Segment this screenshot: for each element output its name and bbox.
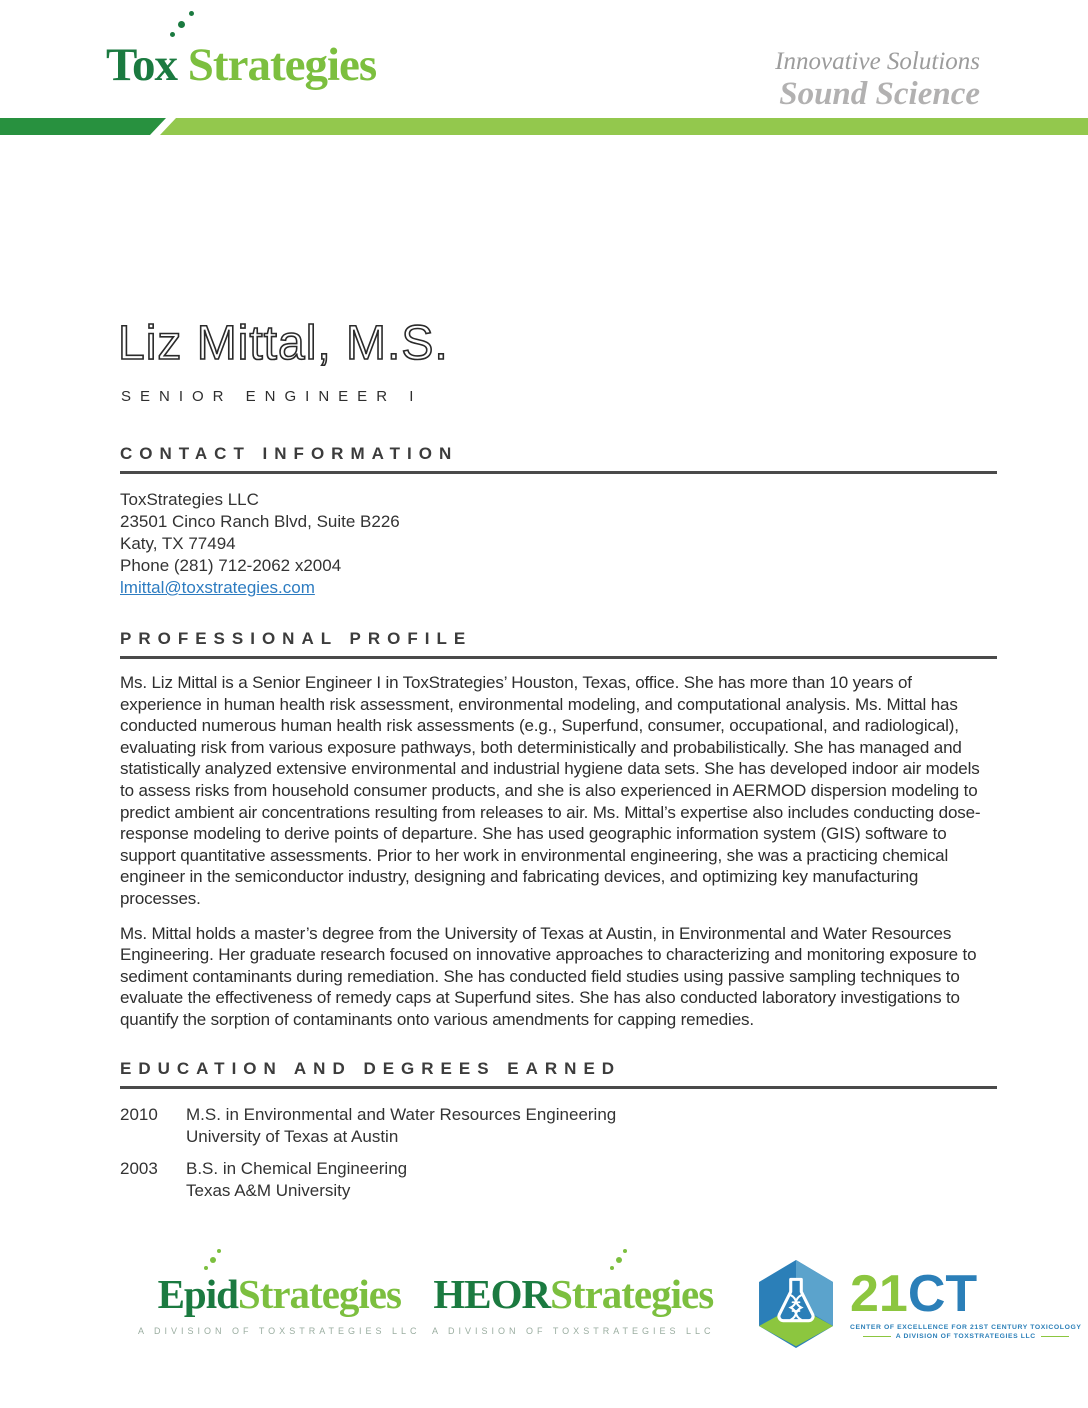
header-band — [0, 118, 1088, 135]
profile-heading: PROFESSIONAL PROFILE — [120, 629, 473, 648]
ct21-subtext-line2: A DIVISION OF TOXSTRATEGIES LLC — [895, 1333, 1036, 1340]
epidstrategies-wordmark — [138, 1270, 421, 1318]
epidstrategies-logo — [138, 1270, 421, 1336]
heor-part1: HEOR — [433, 1271, 551, 1317]
job-title: SENIOR ENGINEER I — [121, 388, 423, 405]
education-detail — [186, 1158, 407, 1202]
logo-part2: Strategies — [187, 39, 377, 91]
toxstrategies-logo — [106, 38, 376, 92]
education-year: 2003 — [120, 1159, 158, 1178]
contact-section — [120, 444, 997, 599]
education-institution: Texas A&M University — [186, 1181, 351, 1200]
ct21-number: 21 — [850, 1265, 908, 1323]
decorative-dash — [863, 1336, 891, 1337]
education-degree: M.S. in Environmental and Water Resources Engineering — [186, 1105, 617, 1124]
education-year: 2010 — [120, 1105, 158, 1124]
company-tagline — [775, 48, 980, 113]
ct21-letters: CT — [907, 1265, 978, 1323]
education-entry — [120, 1158, 997, 1202]
epid-division-subtext: A DIVISION OF TOXSTRATEGIES LLC — [138, 1326, 421, 1336]
page-title: Liz Mittal, M.S. — [118, 317, 449, 370]
ct21-wordmark-block — [850, 1265, 1082, 1340]
profile-paragraph-1: Ms. Liz Mittal is a Senior Engineer I in ToxStrategies’ Houston, Texas, office. She has more than 10 years of experience in human health risk assessment, environmental modeling, and computational analysis. Ms. Mittal has conducted numerous human health risk assessments (e.g., Superfund, consumer, occupational, and radiological), evaluating risk from various exposure pathways, both deterministically and probabilistically. She has managed and statistically analyzed extensive environmental and industrial hygiene data sets. She has developed indoor air models to assess risks from household consumer products, and she is also experienced in AERMOD dispersion modeling to predict ambient air concentrations resulting from releases to air. Ms. Mittal’s expertise also includes conducting dose-response modeling to derive points of departure. She has used geographic information system (GIS) software to support quantitative assessments. Prior to her work in environmental engineering, she was a practicing chemical engineer in the semiconductor industry, designing and fabricating devices, and optimizing key manufacturing processes. — [120, 673, 981, 908]
contact-address-line1: 23501 Cinco Ranch Blvd, Suite B226 — [120, 512, 400, 531]
ct21-logo — [752, 1258, 1081, 1350]
ct21-wordmark — [850, 1265, 1081, 1323]
heor-part2: Strategies — [550, 1271, 714, 1317]
section-divider — [120, 471, 997, 474]
contact-phone: Phone (281) 712-2062 x2004 — [120, 556, 342, 575]
contact-company: ToxStrategies LLC — [120, 490, 259, 509]
contact-address-line2: Katy, TX 77494 — [120, 534, 236, 553]
ct21-subtext-line2-wrap — [850, 1333, 1081, 1340]
profile-paragraph-2: Ms. Mittal holds a master’s degree from the University of Texas at Austin, in Environmental and Water Resources Engineering. Her graduate research focused on innovative approaches to characterizing and monitoring exposure to sediment contaminants during remediation. She has conducted field studies using passive sampling techniques to evaluate the effectiveness of remedy caps at Superfund sites. She has also conducted laboratory investigations to quantify the sorption of contaminants onto various amendments for capping remedies. — [120, 923, 977, 1029]
heorstrategies-wordmark — [432, 1270, 715, 1318]
epid-part1: Epid — [157, 1271, 238, 1317]
logo-tox-text — [106, 39, 188, 91]
education-institution: University of Texas at Austin — [186, 1127, 399, 1146]
section-divider — [120, 1086, 997, 1089]
contact-block — [120, 489, 997, 599]
education-section — [120, 1059, 997, 1202]
contact-heading: CONTACT INFORMATION — [120, 444, 459, 463]
ct21-subtext-line1: CENTER OF EXCELLENCE FOR 21ST CENTURY TOXICOLOGY — [850, 1324, 1082, 1331]
professional-profile-section — [120, 629, 997, 1031]
education-degree: B.S. in Chemical Engineering — [186, 1159, 408, 1178]
education-detail — [186, 1104, 616, 1148]
education-heading: EDUCATION AND DEGREES EARNED — [120, 1059, 622, 1078]
email-link[interactable]: lmittal@toxstrategies.com — [120, 578, 315, 597]
ct21-hexagon-flask-icon — [752, 1258, 840, 1350]
education-entry — [120, 1104, 997, 1148]
epid-part2: Strategies — [237, 1271, 401, 1317]
tagline-line2: Sound Science — [779, 75, 980, 112]
tagline-line1: Innovative Solutions — [775, 48, 980, 75]
heor-division-subtext: A DIVISION OF TOXSTRATEGIES LLC — [432, 1326, 715, 1336]
section-divider — [120, 656, 997, 659]
heorstrategies-logo — [432, 1270, 715, 1336]
footer-logos — [0, 1258, 1088, 1378]
logo-part1: Tox — [106, 39, 178, 91]
decorative-dash — [1041, 1336, 1069, 1337]
